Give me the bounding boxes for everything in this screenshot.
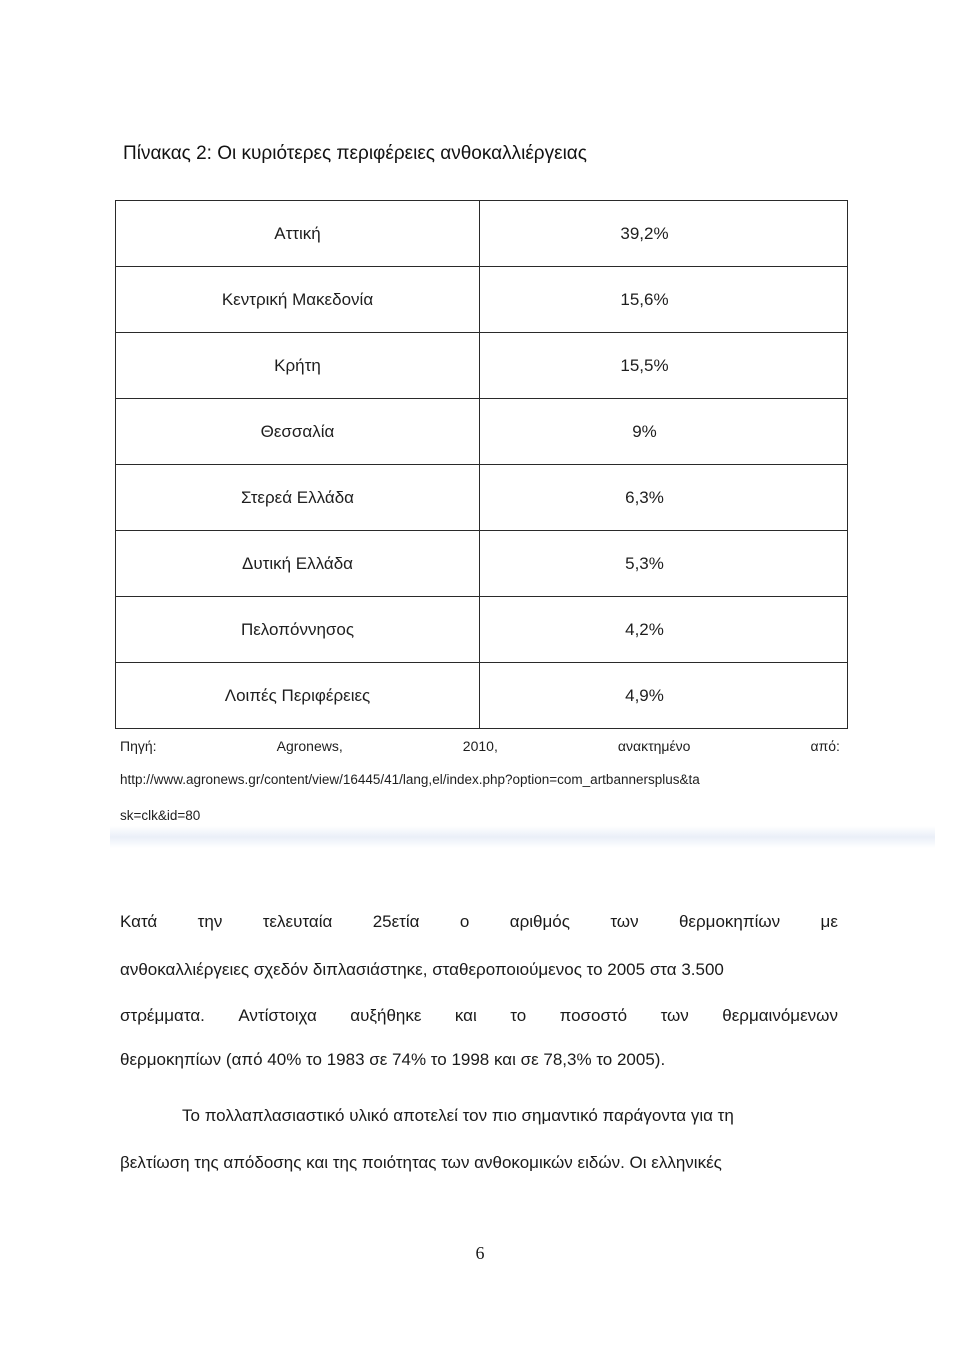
region-cell: Θεσσαλία [116, 399, 480, 464]
source-word: από: [810, 738, 840, 754]
table-row [116, 597, 847, 663]
source-citation [120, 738, 840, 754]
source-word: Πηγή: [120, 738, 157, 754]
share-cell: 15,5% [620, 355, 669, 375]
word: αριθμός [509, 912, 570, 931]
source-word: ανακτημένο [617, 738, 691, 754]
paragraph-2-line-1: Το πολλαπλασιαστικό υλικό αποτελεί τον πιο σημαντικό παράγοντα για τη [182, 1106, 734, 1125]
table-row [116, 201, 847, 267]
word: Αντίστοιχα [238, 1006, 317, 1025]
share-cell: 39,2% [620, 223, 669, 243]
page-number: 6 [475, 1243, 485, 1263]
word: τελευταία [262, 912, 333, 931]
share-cell: 4,9% [625, 685, 664, 705]
word: Κατά [120, 912, 158, 931]
paragraph-1-line-3 [120, 1006, 838, 1026]
table-row [116, 399, 847, 465]
region-cell: Αττική [116, 201, 480, 266]
source-url-line-1: http://www.agronews.gr/content/view/16445/41/lang,el/index.php?option=com_artbannersplus&ta [120, 772, 700, 787]
word: των [610, 912, 639, 931]
word: ποσοστό [559, 1006, 628, 1025]
share-cell: 9% [632, 421, 657, 441]
source-word: Agronews, [276, 738, 343, 754]
share-cell: 15,6% [620, 289, 669, 309]
table-caption: Πίνακας 2: Οι κυριότερες περιφέρειες ανθοκαλλιέργειας [123, 143, 587, 164]
word: την [197, 912, 223, 931]
word: αυξήθηκε [350, 1006, 422, 1025]
region-cell: Δυτική Ελλάδα [116, 531, 480, 596]
word: 25ετία [372, 912, 420, 931]
table-row [116, 465, 847, 531]
region-cell: Στερεά Ελλάδα [116, 465, 480, 530]
share-cell: 6,3% [625, 487, 664, 507]
word: το [510, 1006, 527, 1025]
share-cell: 4,2% [625, 619, 664, 639]
regions-table [115, 200, 848, 729]
word: θερμαινόμενων [722, 1006, 838, 1025]
word: με [820, 912, 838, 931]
paragraph-2-line-2: βελτίωση της απόδοσης και της ποιότητας των ανθοκομικών ειδών. Οι ελληνικές [120, 1153, 722, 1172]
table-row [116, 663, 847, 729]
word: και [454, 1006, 477, 1025]
region-cell: Λοιπές Περιφέρειες [116, 663, 480, 728]
source-word: 2010, [462, 738, 498, 754]
share-cell: 5,3% [625, 553, 664, 573]
word: θερμοκηπίων [678, 912, 781, 931]
scan-artifact [110, 826, 935, 848]
source-url-line-2: sk=clk&id=80 [120, 808, 201, 823]
word: στρέμματα. [120, 1006, 205, 1025]
paragraph-1-line-1 [120, 912, 838, 932]
region-cell: Πελοπόννησος [116, 597, 480, 662]
region-cell: Κεντρική Μακεδονία [116, 267, 480, 332]
word: ο [459, 912, 470, 931]
table-row [116, 267, 847, 333]
paragraph-1-line-2: ανθοκαλλιέργειες σχεδόν διπλασιάστηκε, σταθεροποιούμενος το 2005 στα 3.500 [120, 960, 724, 979]
word: των [660, 1006, 689, 1025]
region-cell: Κρήτη [116, 333, 480, 398]
paragraph-1-line-4: θερμοκηπίων (από 40% το 1983 σε 74% το 1998 και σε 78,3% το 2005). [120, 1050, 666, 1069]
table-row [116, 531, 847, 597]
table-row [116, 333, 847, 399]
